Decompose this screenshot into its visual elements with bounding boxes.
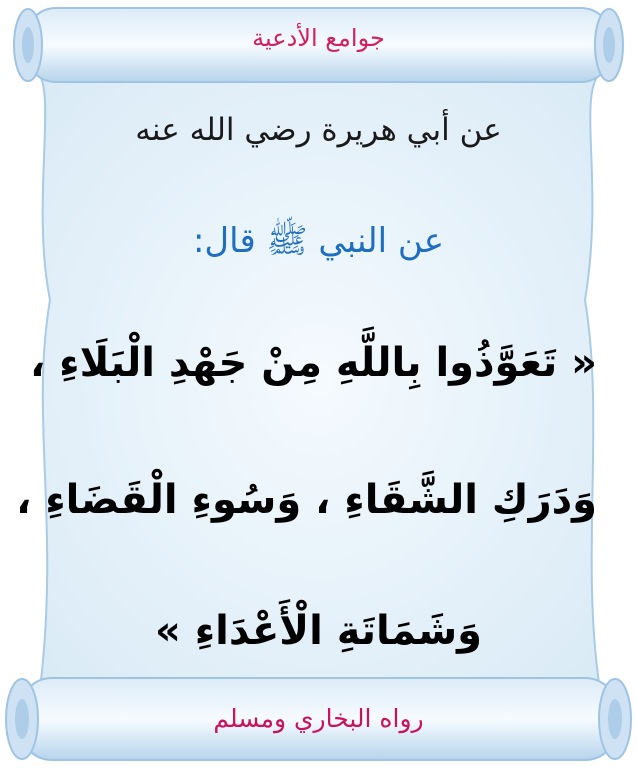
prophet-said-line: عن النبي ﷺ قال: (192, 221, 445, 261)
hadith-line: « تَعَوَّذُوا بِاللَّهِ مِنْ جَهْدِ الْبَلَاءِ ، (30, 340, 597, 386)
card-title: جوامع الأدعية (252, 24, 385, 52)
narrator-line: عن أبي هريرة رضي الله عنه (135, 112, 502, 148)
hadith-line: وَشَمَاتَةِ الْأَعْدَاءِ » (154, 608, 483, 654)
source-reference: رواه البخاري ومسلم (213, 704, 424, 733)
hadith-line: وَدَرَكِ الشَّقَاءِ ، وَسُوءِ الْقَضَاءِ ، (16, 477, 597, 523)
